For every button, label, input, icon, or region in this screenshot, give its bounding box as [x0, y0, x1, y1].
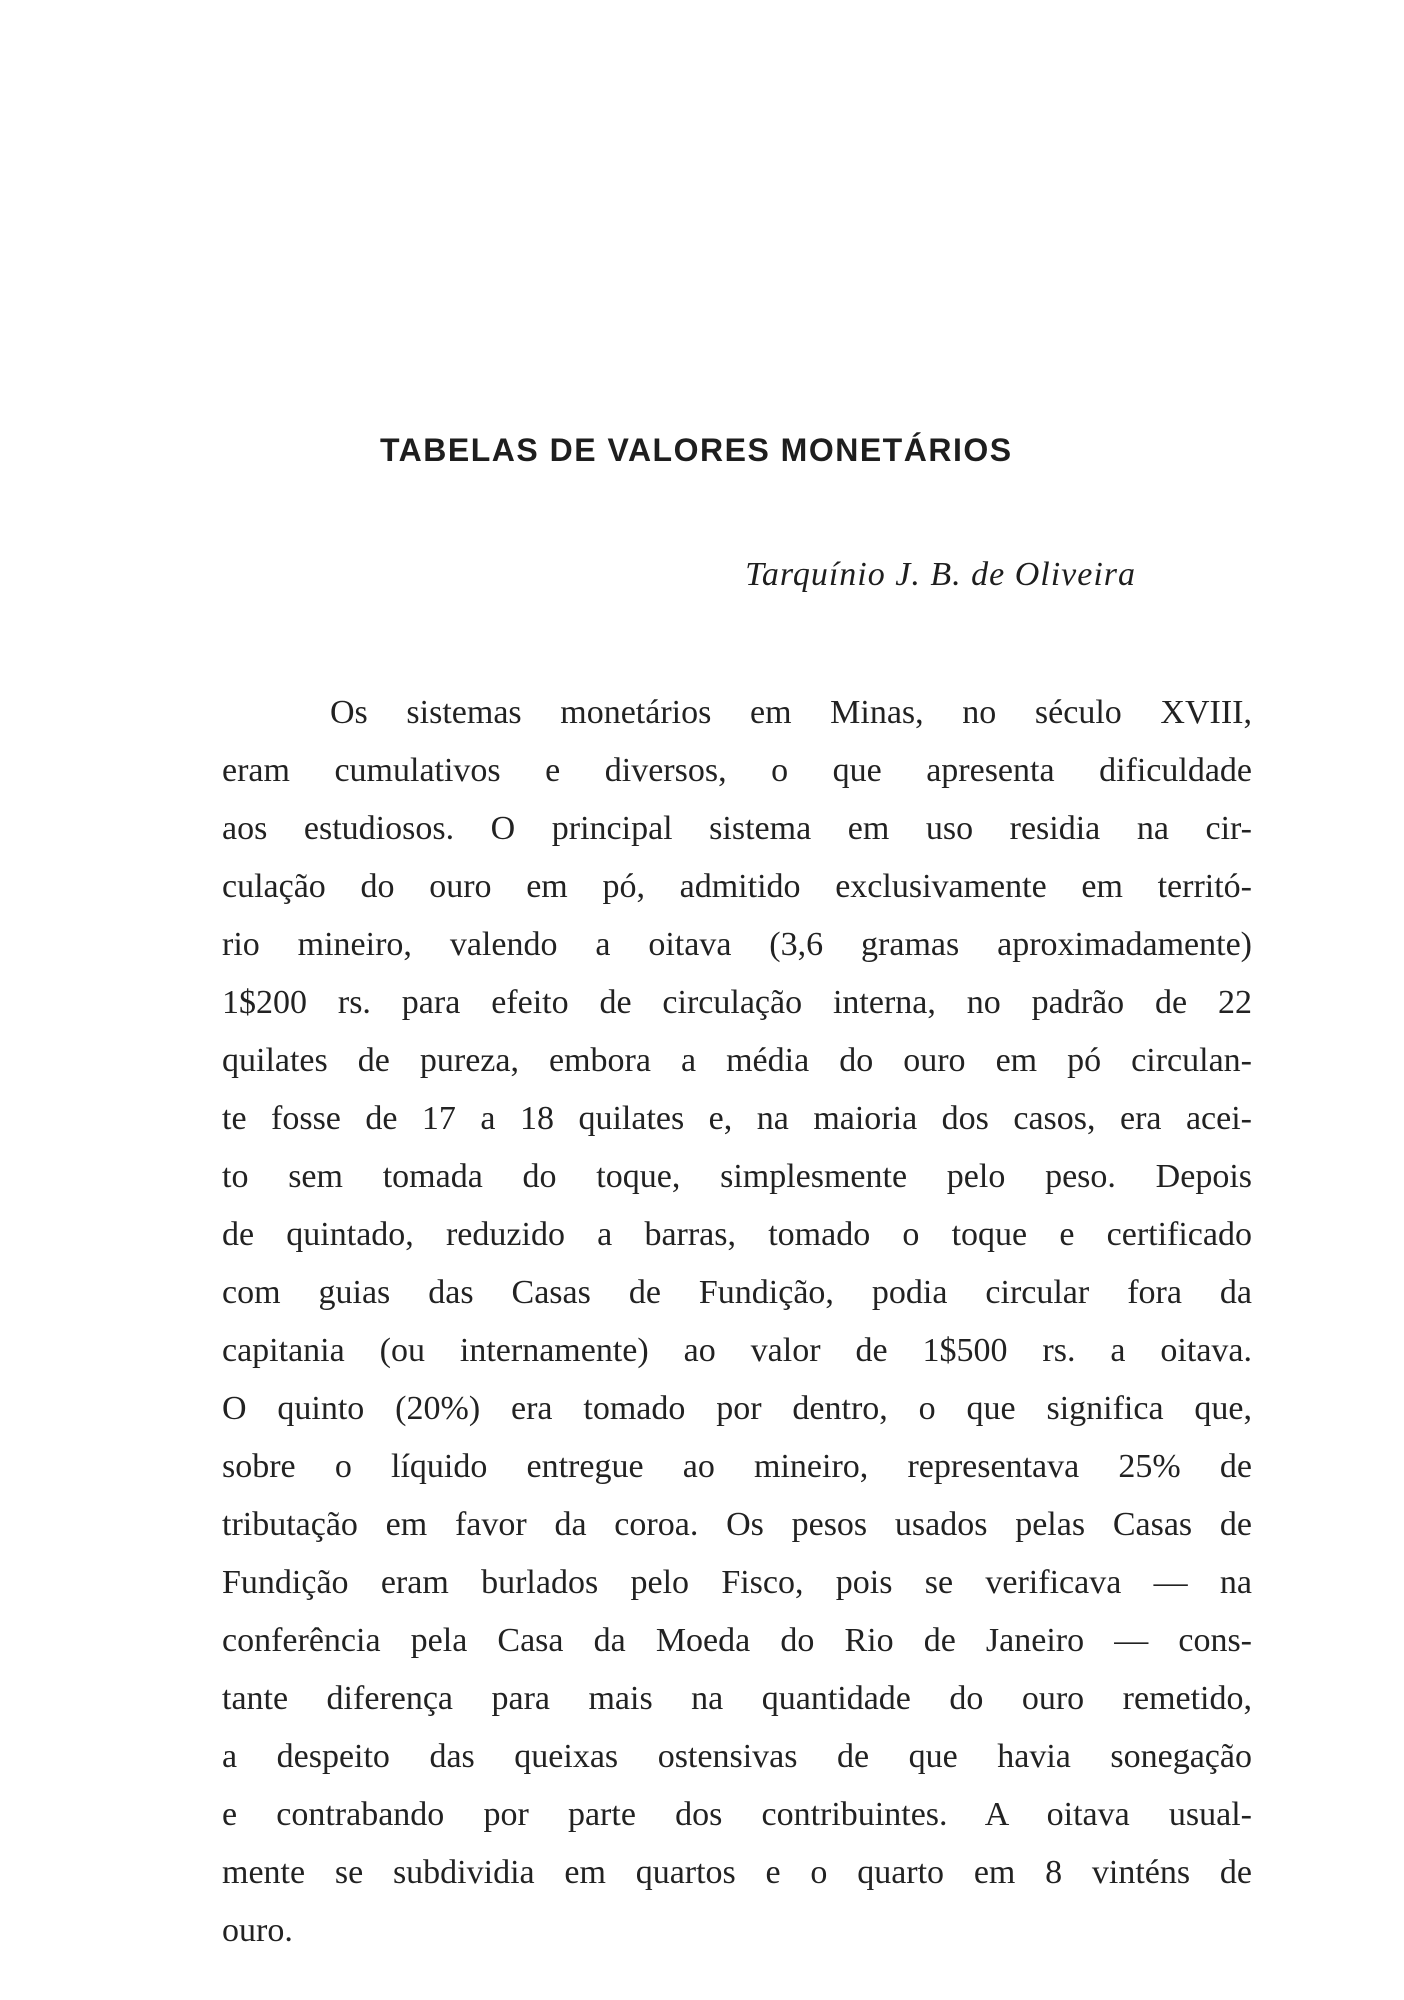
- paragraph-line: rio mineiro, valendo a oitava (3,6 gramas aproximadamente): [222, 926, 1252, 963]
- paragraph-line: e contrabando por parte dos contribuintes. A oitava usual-: [222, 1796, 1252, 1833]
- paragraph-line: com guias das Casas de Fundição, podia circular fora da: [222, 1274, 1252, 1311]
- paragraph-line: ouro.: [222, 1912, 293, 1949]
- paragraph-line: tributação em favor da coroa. Os pesos usados pelas Casas de: [222, 1506, 1252, 1543]
- paragraph-line: tante diferença para mais na quantidade do ouro remetido,: [222, 1680, 1252, 1717]
- document-title: TABELAS DE VALORES MONETÁRIOS: [380, 432, 1013, 468]
- paragraph-line: sobre o líquido entregue ao mineiro, representava 25% de: [222, 1448, 1252, 1485]
- paragraph-line: capitania (ou internamente) ao valor de 1$500 rs. a oitava.: [222, 1332, 1252, 1369]
- paragraph-line: Fundição eram burlados pelo Fisco, pois se verificava — na: [222, 1564, 1252, 1601]
- author-name: Tarquínio J. B. de Oliveira: [745, 556, 1136, 593]
- paragraph-line: eram cumulativos e diversos, o que apresenta dificuldade: [222, 752, 1252, 789]
- paragraph-line: conferência pela Casa da Moeda do Rio de Janeiro — cons-: [222, 1622, 1252, 1659]
- body-paragraph: [222, 684, 1252, 1960]
- paragraph-line: aos estudiosos. O principal sistema em uso residia na cir-: [222, 810, 1252, 847]
- paragraph-line: Os sistemas monetários em Minas, no século XVIII,: [330, 694, 1252, 731]
- paragraph-line: mente se subdividia em quartos e o quarto em 8 vinténs de: [222, 1854, 1252, 1891]
- paragraph-line: culação do ouro em pó, admitido exclusivamente em territó-: [222, 868, 1252, 905]
- paragraph-line: to sem tomada do toque, simplesmente pelo peso. Depois: [222, 1158, 1252, 1195]
- paragraph-line: quilates de pureza, embora a média do ouro em pó circulan-: [222, 1042, 1252, 1079]
- paragraph-line: de quintado, reduzido a barras, tomado o toque e certificado: [222, 1216, 1252, 1253]
- paragraph-line: 1$200 rs. para efeito de circulação interna, no padrão de 22: [222, 984, 1252, 1021]
- paragraph-line: te fosse de 17 a 18 quilates e, na maioria dos casos, era acei-: [222, 1100, 1252, 1137]
- paragraph-line: a despeito das queixas ostensivas de que havia sonegação: [222, 1738, 1252, 1775]
- paragraph-line: O quinto (20%) era tomado por dentro, o que significa que,: [222, 1390, 1252, 1427]
